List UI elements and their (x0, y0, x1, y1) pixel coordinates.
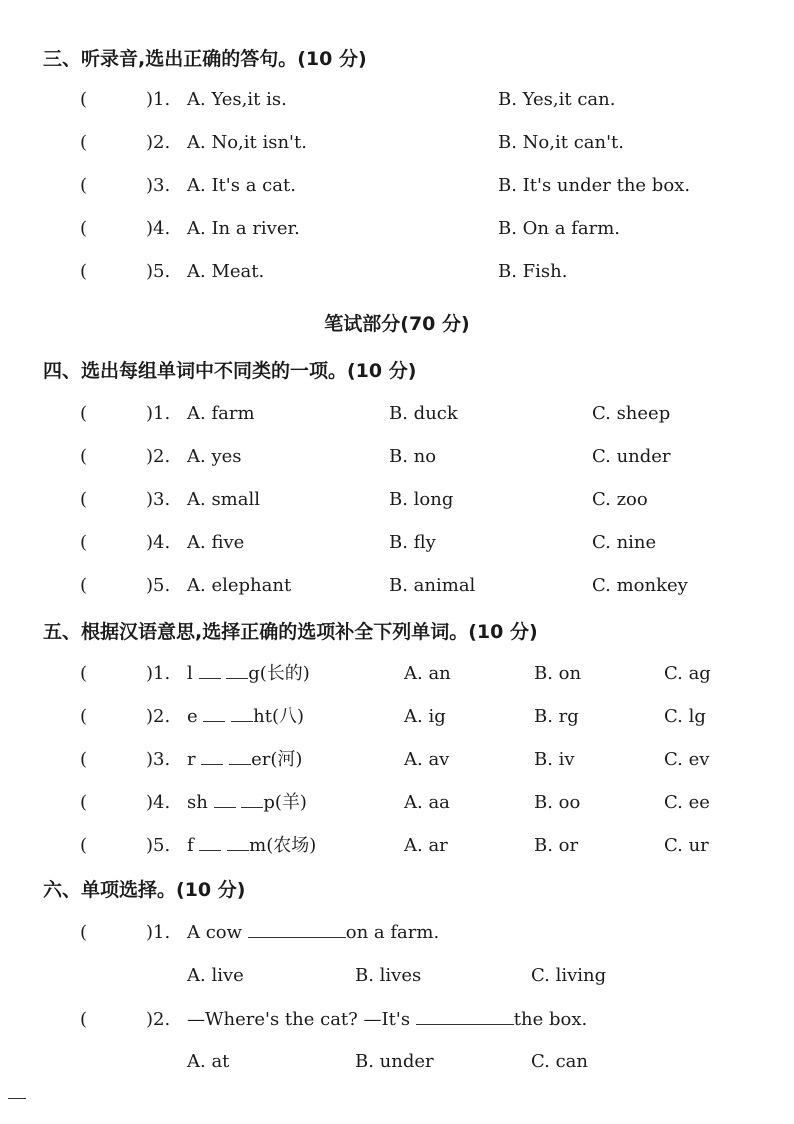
option-c: C. under (592, 446, 671, 467)
answer-paren[interactable]: ( (80, 1009, 88, 1030)
letter-blank[interactable] (203, 721, 225, 722)
question-row (0, 572, 794, 600)
answer-paren[interactable]: ( (80, 749, 88, 770)
question-row (0, 832, 794, 860)
option-c: C. sheep (592, 403, 671, 424)
answer-paren[interactable]: ( (80, 575, 88, 596)
question-row (0, 486, 794, 514)
word-prefix: sh (187, 792, 208, 813)
option-a: A. live (187, 965, 244, 986)
option-c: C. nine (592, 532, 657, 553)
option-a: A. Meat. (187, 261, 265, 282)
stem-prefix: A cow (187, 922, 243, 943)
answer-paren[interactable]: ( (80, 446, 88, 467)
answer-blank[interactable] (248, 937, 346, 938)
option-b: B. Fish. (498, 261, 568, 282)
option-c: C. living (531, 965, 607, 986)
answer-paren[interactable]: ( (80, 132, 88, 153)
section-6-title: 六、单项选择。(10 分) (43, 879, 246, 901)
option-b: B. animal (389, 575, 476, 596)
word-prompt (187, 703, 304, 731)
option-b: B. lives (355, 965, 422, 986)
option-b: B. No,it can't. (498, 132, 624, 153)
word-prompt (187, 746, 302, 774)
letter-blank[interactable] (231, 721, 253, 722)
option-a: A. at (187, 1051, 230, 1072)
answer-paren[interactable]: ( (80, 532, 88, 553)
question-row (0, 746, 794, 774)
question-number: )2. (146, 1009, 171, 1030)
answer-paren[interactable]: ( (80, 403, 88, 424)
question-row (0, 789, 794, 817)
word-prefix: f (187, 835, 194, 856)
option-a: A. av (404, 749, 450, 770)
question-number: )3. (146, 749, 171, 770)
option-a: A. No,it isn't. (187, 132, 307, 153)
question-number: )3. (146, 489, 171, 510)
question-number: )1. (146, 922, 171, 943)
question-row (0, 129, 794, 157)
word-suffix: m(农场) (249, 835, 317, 856)
option-a: A. It's a cat. (187, 175, 296, 196)
option-c: C. ee (664, 792, 710, 813)
question-row (0, 1006, 794, 1034)
word-prompt (187, 832, 316, 860)
question-row (0, 529, 794, 557)
question-row (0, 703, 794, 731)
word-prefix: r (187, 749, 196, 770)
stem-suffix: on a farm. (345, 922, 440, 943)
option-c: C. ev (664, 749, 710, 770)
question-stem (187, 1006, 587, 1034)
question-number: )4. (146, 532, 171, 553)
question-number: )2. (146, 706, 171, 727)
letter-blank[interactable] (241, 807, 263, 808)
question-stem (187, 919, 439, 947)
option-a: A. yes (187, 446, 242, 467)
answer-paren[interactable]: ( (80, 175, 88, 196)
option-a: A. Yes,it is. (187, 89, 287, 110)
option-a: A. farm (187, 403, 255, 424)
option-c: C. zoo (592, 489, 648, 510)
option-b: B. fly (389, 532, 436, 553)
question-row (0, 172, 794, 200)
option-b: B. or (534, 835, 579, 856)
page-edge-mark (8, 1098, 26, 1099)
option-a: A. ar (404, 835, 448, 856)
stem-suffix: the box. (513, 1009, 588, 1030)
question-number: )4. (146, 792, 171, 813)
question-number: )2. (146, 446, 171, 467)
word-suffix: p(羊) (263, 792, 307, 813)
word-prefix: l (187, 663, 193, 684)
options-row (0, 962, 794, 990)
option-b: B. duck (389, 403, 458, 424)
answer-blank[interactable] (416, 1024, 514, 1025)
question-number: )1. (146, 89, 171, 110)
question-row (0, 215, 794, 243)
answer-paren[interactable]: ( (80, 489, 88, 510)
word-suffix: ht(八) (253, 706, 304, 727)
option-b: B. iv (534, 749, 575, 770)
answer-paren[interactable]: ( (80, 706, 88, 727)
option-a: A. small (187, 489, 260, 510)
option-b: B. on (534, 663, 582, 684)
section-3-title: 三、听录音,选出正确的答句。(10 分) (43, 48, 367, 70)
section-4-title: 四、选出每组单词中不同类的一项。(10 分) (43, 360, 417, 382)
word-prompt (187, 789, 307, 817)
letter-blank[interactable] (226, 678, 248, 679)
option-a: A. five (187, 532, 245, 553)
option-a: A. aa (404, 792, 450, 813)
answer-paren[interactable]: ( (80, 663, 88, 684)
options-row (0, 1048, 794, 1076)
option-b: B. Yes,it can. (498, 89, 616, 110)
option-c: C. lg (664, 706, 706, 727)
option-a: A. ig (404, 706, 446, 727)
question-number: )3. (146, 175, 171, 196)
letter-blank[interactable] (214, 807, 236, 808)
letter-blank[interactable] (201, 764, 223, 765)
question-number: )5. (146, 835, 171, 856)
question-row (0, 919, 794, 947)
option-b: B. rg (534, 706, 579, 727)
option-c: C. monkey (592, 575, 688, 596)
option-b: B. no (389, 446, 437, 467)
answer-paren[interactable]: ( (80, 89, 88, 110)
word-suffix: er(河) (251, 749, 303, 770)
question-number: )4. (146, 218, 171, 239)
option-a: A. elephant (187, 575, 292, 596)
answer-paren[interactable]: ( (80, 792, 88, 813)
question-number: )2. (146, 132, 171, 153)
option-b: B. On a farm. (498, 218, 620, 239)
question-number: )1. (146, 663, 171, 684)
option-c: C. can (531, 1051, 588, 1072)
question-number: )5. (146, 261, 171, 282)
word-suffix: g(长的) (248, 663, 310, 684)
answer-paren[interactable]: ( (80, 835, 88, 856)
written-part-heading: 笔试部分(70 分) (324, 313, 470, 335)
question-row (0, 258, 794, 286)
letter-blank[interactable] (199, 850, 221, 851)
option-c: C. ur (664, 835, 709, 856)
question-row (0, 400, 794, 428)
letter-blank[interactable] (199, 678, 221, 679)
letter-blank[interactable] (227, 850, 249, 851)
option-a: A. an (404, 663, 451, 684)
option-b: B. oo (534, 792, 581, 813)
question-number: )5. (146, 575, 171, 596)
answer-paren[interactable]: ( (80, 261, 88, 282)
letter-blank[interactable] (229, 764, 251, 765)
option-a: A. In a river. (187, 218, 300, 239)
question-row (0, 660, 794, 688)
option-b: B. under (355, 1051, 434, 1072)
option-b: B. long (389, 489, 454, 510)
question-row (0, 86, 794, 114)
question-number: )1. (146, 403, 171, 424)
question-row (0, 443, 794, 471)
word-prefix: e (187, 706, 198, 727)
answer-paren[interactable]: ( (80, 922, 88, 943)
section-5-title: 五、根据汉语意思,选择正确的选项补全下列单词。(10 分) (43, 621, 538, 643)
word-prompt (187, 660, 310, 688)
option-c: C. ag (664, 663, 711, 684)
stem-prefix: —Where's the cat? —It's (187, 1009, 411, 1030)
option-b: B. It's under the box. (498, 175, 691, 196)
answer-paren[interactable]: ( (80, 218, 88, 239)
